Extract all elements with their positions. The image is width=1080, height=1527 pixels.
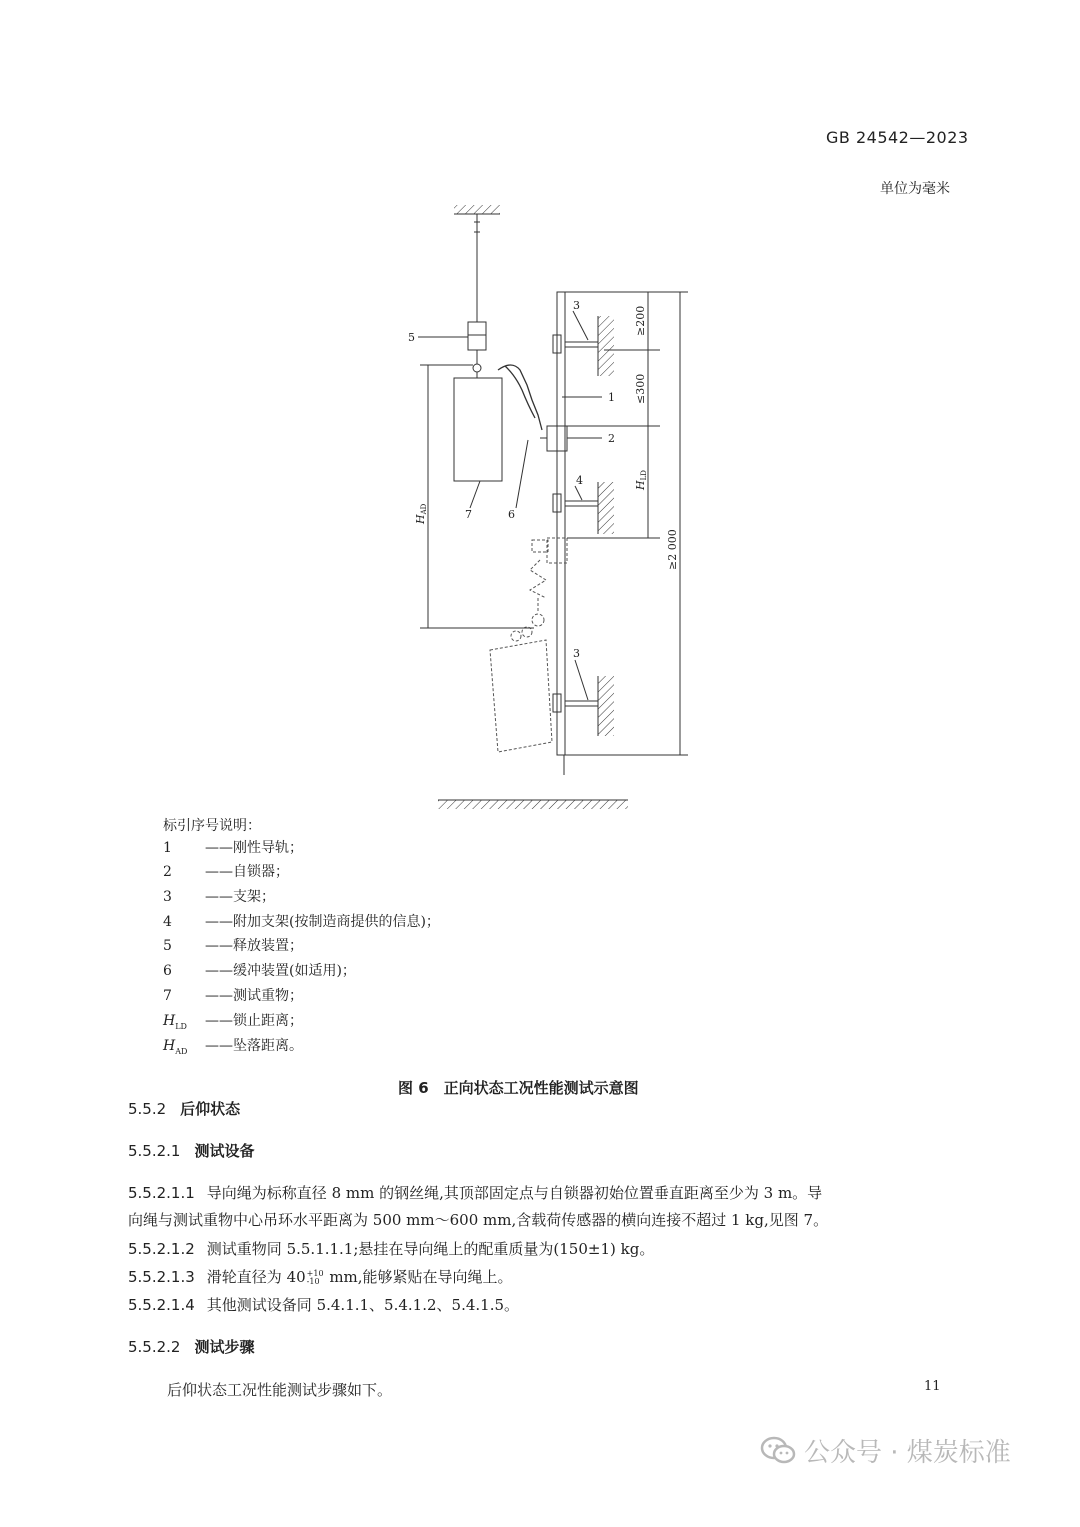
standard-code: GB 24542—2023 (826, 128, 969, 147)
wechat-icon (760, 1436, 796, 1466)
paragraph: 后仰状态工况性能测试步骤如下。 (167, 1381, 393, 1399)
arrested-weight (490, 640, 552, 752)
label-3-bottom: 3 (573, 647, 580, 660)
legend-item: $H_{AD}$ ——坠落距离。 (163, 1038, 303, 1056)
label-5: 5 (408, 331, 415, 344)
label-2: 2 (608, 432, 615, 445)
paragraph: 5.5.2.1.2 测试重物同 5.5.1.1.1;悬挂在导向绳上的配重质量为(150±1) kg。 (128, 1240, 655, 1258)
page-number: 11 (924, 1379, 941, 1394)
legend-item: 4 ——附加支架(按制造商提供的信息)； (163, 914, 440, 930)
release-device (468, 322, 486, 350)
legend-item: 2 ——自锁器； (163, 864, 289, 880)
dim-300-label: ≤300 (634, 373, 647, 404)
unit-note: 单位为毫米 (880, 181, 950, 197)
label-1: 1 (608, 391, 615, 404)
subsection-heading: 5.5.2.2 测试步骤 (128, 1338, 255, 1356)
label-4: 4 (576, 474, 583, 487)
label-3-top: 3 (573, 299, 580, 312)
paragraph: 5.5.2.1.4 其他测试设备同 5.4.1.1、5.4.1.2、5.4.1.5。 (128, 1296, 520, 1314)
test-diagram (390, 195, 710, 815)
dim-hld-label: HLD (634, 470, 648, 490)
label-7: 7 (465, 508, 472, 521)
section-heading: 5.5.2 后仰状态 (128, 1100, 241, 1118)
rigid-rail (557, 292, 565, 755)
paragraph-line: 向绳与测试重物中心吊环水平距离为 500 mm～600 mm,含载荷传感器的横向连接不超过 1 kg,见图 7。 (128, 1211, 829, 1229)
figure-caption: 图 6 正向状态工况性能测试示意图 (398, 1079, 639, 1097)
label-6: 6 (508, 508, 515, 521)
paragraph-line: 5.5.2.1.1 导向绳为标称直径 8 mm 的钢丝绳,其顶部固定点与自锁器初始位置垂直距离至少为 3 m。导 (128, 1184, 823, 1202)
legend-item: $H_{LD}$ ——锁止距离； (163, 1013, 303, 1031)
dim-had-label: HAD (414, 503, 428, 524)
watermark-text: 公众号 · 煤炭标准 (804, 1438, 1011, 1468)
subsection-heading: 5.5.2.1 测试设备 (128, 1142, 255, 1160)
legend-item: 1 ——刚性导轨； (163, 840, 303, 856)
paragraph: 5.5.2.1.3 滑轮直径为 40 +10 -10 mm,能够紧贴在导向绳上。 (128, 1268, 513, 1286)
watermark (760, 1432, 1011, 1469)
legend-item: 5 ——释放装置； (163, 938, 303, 954)
energy-absorber (498, 365, 542, 430)
dim-200-label: ≥200 (634, 305, 647, 336)
legend-item: 7 ——测试重物； (163, 988, 303, 1004)
legend-item: 6 ——缓冲装置(如适用)； (163, 963, 356, 979)
ceiling-hatch (454, 205, 500, 214)
test-weight (454, 378, 502, 481)
legend-title: 标引序号说明： (163, 818, 261, 834)
ground-hatch (438, 800, 628, 809)
dim-2000-label: ≥2 000 (666, 529, 679, 570)
legend-item: 3 ——支架； (163, 889, 275, 905)
